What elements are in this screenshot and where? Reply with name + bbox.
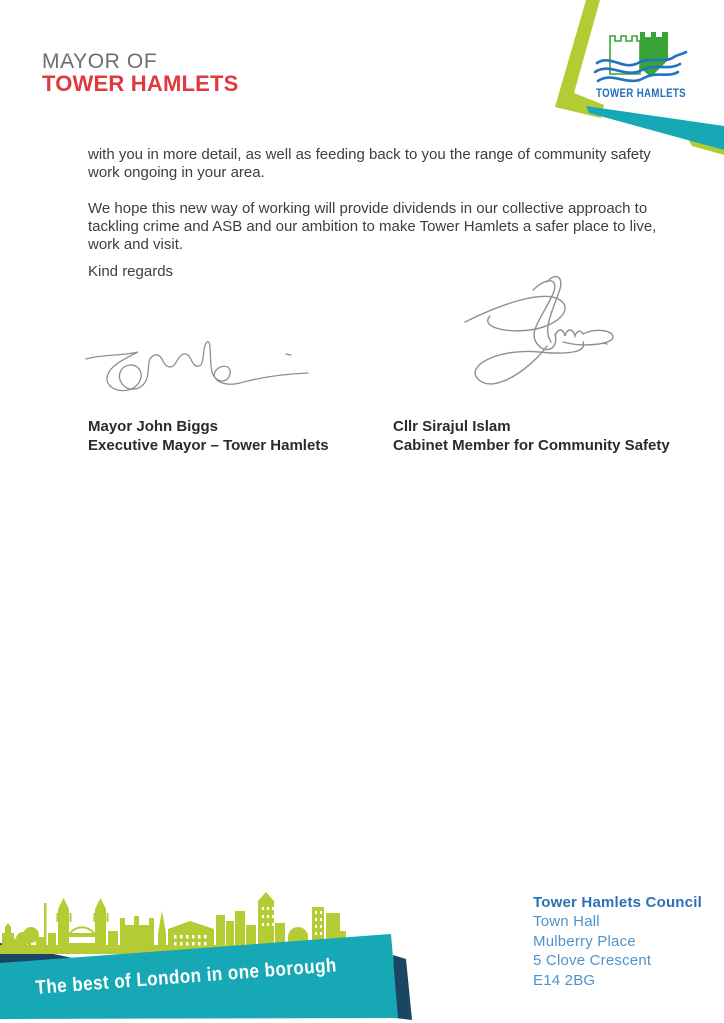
paragraph-1-line-1: with you in more detail, as well as feeding back to you the range of community safety xyxy=(88,146,651,163)
mayor-logo-line1: MAYOR OF xyxy=(42,50,158,73)
signature-john-biggs xyxy=(78,338,328,410)
address-line-4: E14 2BG xyxy=(533,971,596,989)
paragraph-2-line-1: We hope this new way of working will provide dividends in our collective approach to xyxy=(88,200,648,217)
signatory-left xyxy=(88,418,329,455)
signature-sirajul-islam xyxy=(435,272,645,412)
teal-wedge-shape xyxy=(586,106,724,150)
castle-outline xyxy=(610,36,640,74)
closing-line: Kind regards xyxy=(88,263,174,280)
paragraph-1-line-2: work ongoing in your area. xyxy=(88,164,265,181)
mayor-logo-line2: TOWER HAMLETS xyxy=(42,71,239,96)
signatory-left-title: Executive Mayor – Tower Hamlets xyxy=(88,436,329,454)
paragraph-2-line-3: work and visit. xyxy=(88,236,184,253)
paragraph-1 xyxy=(88,146,651,182)
signatory-right xyxy=(393,418,670,455)
mayor-of-tower-hamlets-logo xyxy=(42,51,239,95)
address-org: Tower Hamlets Council xyxy=(533,894,702,911)
council-logo-label: TOWER HAMLETS xyxy=(596,88,686,100)
signatory-right-title: Cabinet Member for Community Safety xyxy=(393,436,670,454)
tower-hamlets-council-logo xyxy=(540,0,724,160)
address-line-2: Mulberry Place xyxy=(533,932,636,950)
address-line-3: 5 Clove Crescent xyxy=(533,952,652,970)
lime-band-shape xyxy=(555,0,604,118)
footer-address xyxy=(533,893,702,990)
signatory-right-name: Cllr Sirajul Islam xyxy=(393,418,511,435)
tagline-text: The best of London in one borough xyxy=(34,951,381,999)
address-line-1: Town Hall xyxy=(533,913,600,931)
paragraph-2 xyxy=(88,200,656,254)
paragraph-2-line-2: tackling crime and ASB and our ambition to make Tower Hamlets a safer place to live, xyxy=(88,218,657,235)
signatory-left-name: Mayor John Biggs xyxy=(88,418,219,435)
